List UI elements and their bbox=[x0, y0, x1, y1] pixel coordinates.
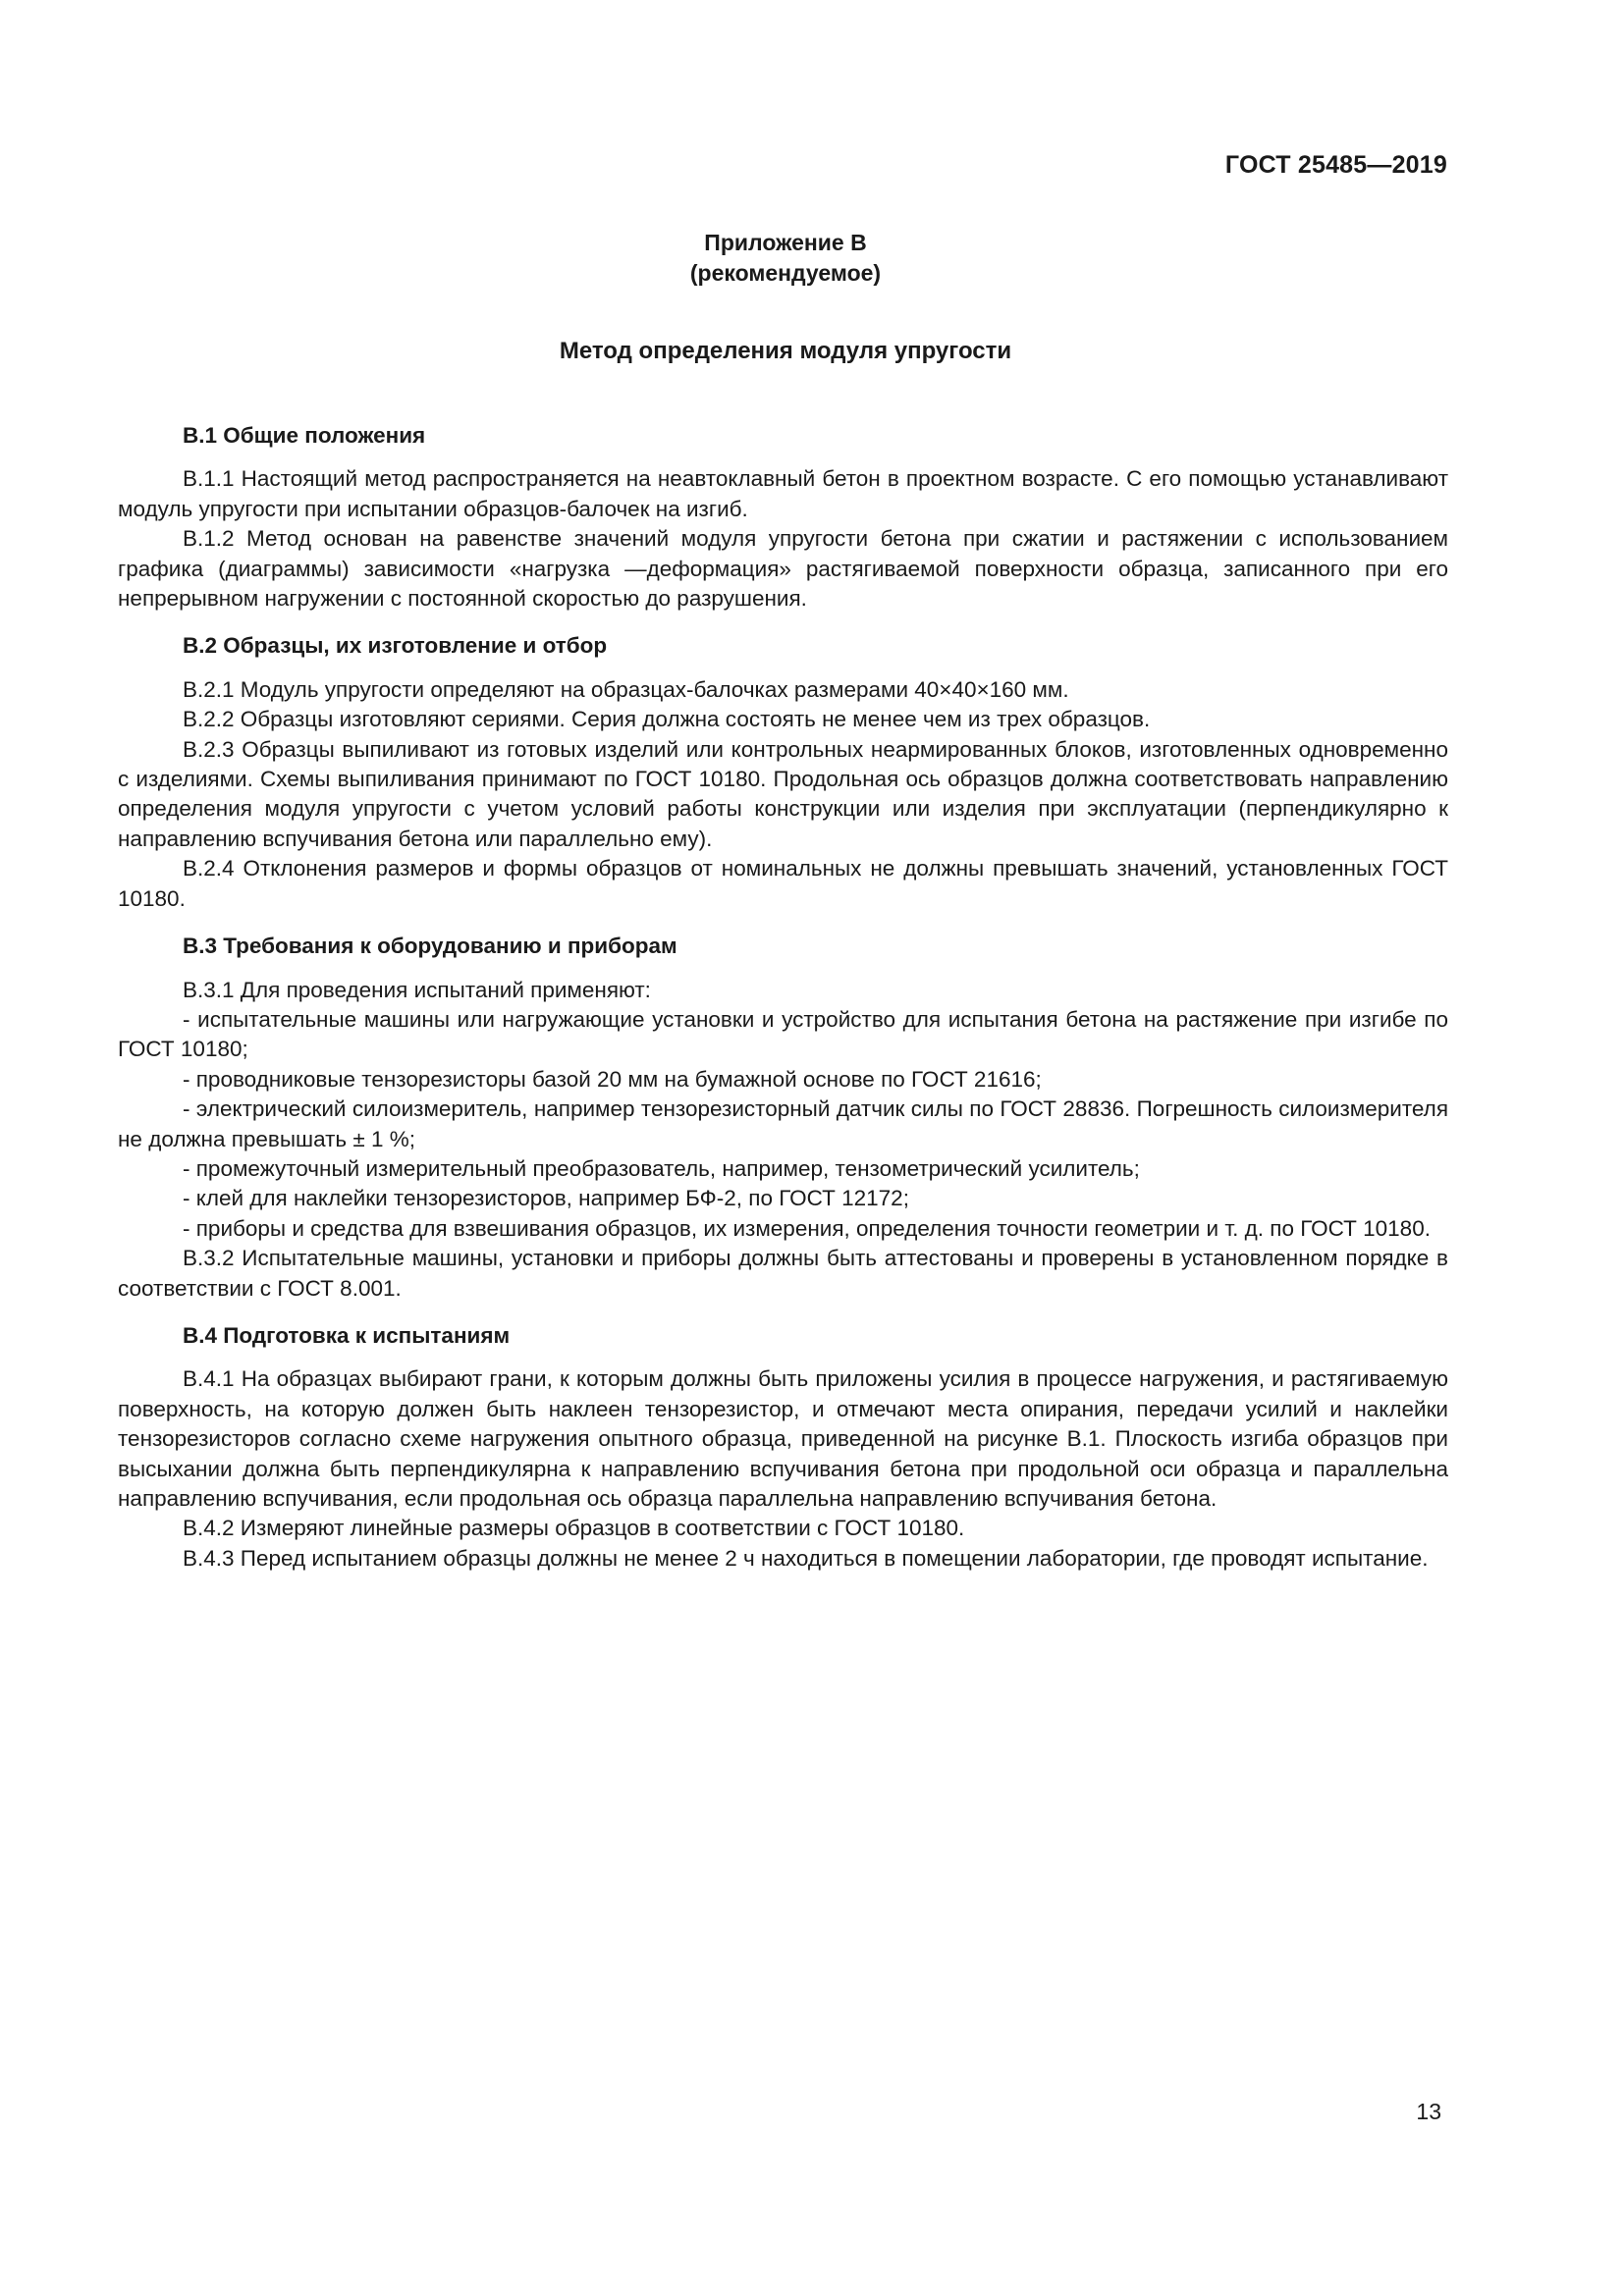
document-body bbox=[118, 421, 1448, 1574]
list-item: - проводниковые тензорезисторы базой 20 мм на бумажной основе по ГОСТ 21616; bbox=[183, 1066, 1042, 1092]
paragraph: В.1.2 Метод основан на равенстве значений модуля упругости бетона при сжатии и растяжении с использованием графика (диаграммы) зависимости «нагрузка —деформация» растягиваемой поверхности образца, записанного при его непрерывном нагружении с постоянной скоростью до разрушения. bbox=[118, 526, 1448, 612]
section-heading-b2: В.2 Образцы, их изготовление и отбор bbox=[183, 633, 608, 659]
paragraph: В.3.2 Испытательные машины, установки и приборы должны быть аттестованы и проверены в установленном порядке в соответствии с ГОСТ 8.001. bbox=[118, 1246, 1448, 1301]
paragraph: В.4.2 Измеряют линейные размеры образцов в соответствии с ГОСТ 10180. bbox=[183, 1516, 965, 1541]
paragraph: В.4.1 На образцах выбирают грани, к которым должны быть приложены усилия в процессе нагружения, и растягиваемую поверхность, на которую должен быть наклеен тензорезистор, и отмечают места опирания, передачи усилий и наклейки тензорезисторов согласно схеме нагружения опытного образца, приведенной на рисунке В.1. Плоскость изгиба образцов при высыхании должна быть перпендикулярна к направлению вспучивания бетона при продольной оси образца и параллельна направлению вспучивания, если продольная ось образца параллельна направлению вспучивания бетона. bbox=[118, 1366, 1448, 1511]
list-item: - электрический силоизмеритель, например тензорезисторный датчик силы по ГОСТ 28836. Погрешность силоизмерителя не должна превышать ± 1 %; bbox=[118, 1096, 1448, 1151]
annex-status: (рекомендуемое) bbox=[689, 260, 882, 286]
paragraph: В.3.1 Для проведения испытаний применяют: bbox=[183, 977, 651, 1002]
paragraph: В.2.2 Образцы изготовляют сериями. Серия должна состоять не менее чем из трех образцов. bbox=[183, 707, 1151, 732]
list-item: - испытательные машины или нагружающие установки и устройство для испытания бетона на растяжение при изгибе по ГОСТ 10180; bbox=[118, 1006, 1448, 1062]
paragraph: В.2.1 Модуль упругости определяют на образцах-балочках размерами 40×40×160 мм. bbox=[183, 676, 1069, 702]
page-number: 13 bbox=[1416, 2099, 1441, 2124]
section-heading-b3: В.3 Требования к оборудованию и приборам bbox=[183, 934, 677, 959]
section-heading-b1: В.1 Общие положения bbox=[183, 423, 426, 448]
list-item: - клей для наклейки тензорезисторов, например БФ-2, по ГОСТ 12172; bbox=[183, 1186, 909, 1211]
annex-title: Метод определения модуля упругости bbox=[559, 338, 1012, 364]
paragraph: В.1.1 Настоящий метод распространяется на неавтоклавный бетон в проектном возрасте. С его помощью устанавливают модуль упругости при испытании образцов-балочек на изгиб. bbox=[118, 466, 1448, 521]
list-item: - промежуточный измерительный преобразователь, например, тензометрический усилитель; bbox=[183, 1155, 1140, 1181]
paragraph: В.2.4 Отклонения размеров и формы образцов от номинальных не должны превышать значений, установленных ГОСТ 10180. bbox=[118, 856, 1448, 911]
annex-label: Приложение В bbox=[704, 230, 867, 255]
list-item: - приборы и средства для взвешивания образцов, их измерения, определения точности геометрии и т. д. по ГОСТ 10180. bbox=[183, 1215, 1431, 1241]
annex-header bbox=[0, 228, 1571, 289]
paragraph: В.2.3 Образцы выпиливают из готовых изделий или контрольных неармированных блоков, изготовленных одновременно с изделиями. Схемы выпиливания принимают по ГОСТ 10180. Продольная ось образцов должна соответствовать направлению определения модуля упругости с учетом условий работы конструкции или изделия при эксплуатации (перпендикулярно к направлению вспучивания бетона или параллельно ему). bbox=[118, 736, 1448, 851]
paragraph: В.4.3 Перед испытанием образцы должны не менее 2 ч находиться в помещении лаборатории, где проводят испытание. bbox=[183, 1545, 1429, 1571]
document-code: ГОСТ 25485—2019 bbox=[1224, 151, 1447, 179]
section-heading-b4: В.4 Подготовка к испытаниям bbox=[183, 1322, 511, 1348]
